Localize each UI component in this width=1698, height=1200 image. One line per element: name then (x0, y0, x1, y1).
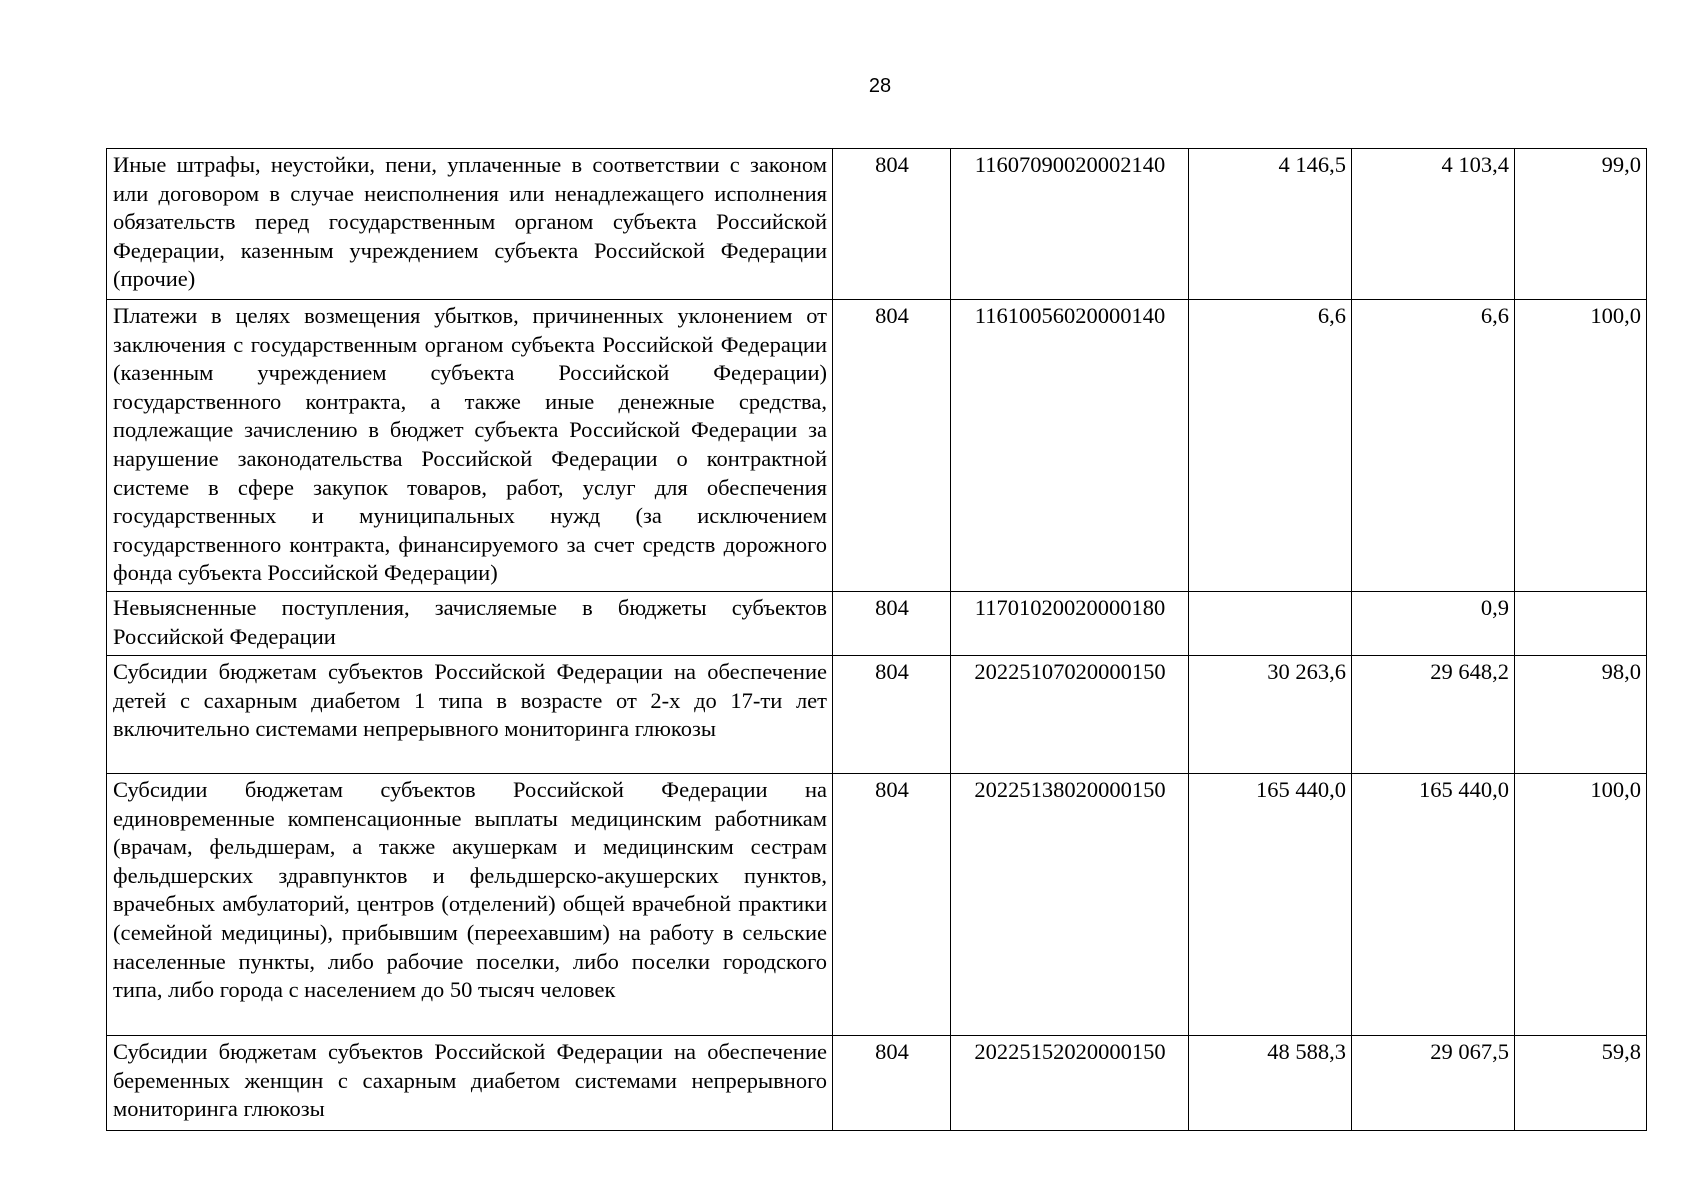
plan-amount-cell: 165 440,0 (1189, 774, 1352, 1036)
table-row (107, 592, 1647, 656)
budget-code-cell: 20225138020000150 (951, 774, 1189, 1036)
revenue-table (106, 148, 1647, 1131)
admin-code-cell: 804 (833, 592, 951, 656)
fact-amount-cell: 165 440,0 (1352, 774, 1515, 1036)
revenue-name-cell: Субсидии бюджетам субъектов Российской Федерации на обеспечение детей с сахарным диабетом 1 типа в возрасте от 2-х до 17-ти лет включительно системами непрерывного мониторинга глюкозы (107, 656, 833, 774)
admin-code-cell: 804 (833, 656, 951, 774)
revenue-name-cell: Платежи в целях возмещения убытков, причиненных уклонением от заключения с государственным органом субъекта Российской Федерации (казенным учреждением субъекта Российской Федерации) государственного контракта, а также иные денежные средства, подлежащие зачислению в бюджет субъекта Российской Федерации за нарушение законодательства Российской Федерации о контрактной системе в сфере закупок товаров, работ, услуг для обеспечения государственных и муниципальных нужд (за исключением государственного контракта, финансируемого за счет средств дорожного фонда субъекта Российской Федерации) (107, 300, 833, 592)
percent-cell: 100,0 (1515, 774, 1647, 1036)
admin-code-cell: 804 (833, 149, 951, 300)
fact-amount-cell: 29 648,2 (1352, 656, 1515, 774)
table-row (107, 656, 1647, 774)
revenue-name-cell: Субсидии бюджетам субъектов Российской Федерации на единовременные компенсационные выплаты медицинским работникам (врачам, фельдшерам, а также акушеркам и медицинским сестрам фельдшерских здравпунктов и фельдшерско-акушерских пунктов, врачебных амбулаторий, центров (отделений) общей врачебной практики (семейной медицины), прибывшим (переехавшим) на работу в сельские населенные пункты, либо рабочие поселки, либо поселки городского типа, либо города с населением до 50 тысяч человек (107, 774, 833, 1036)
plan-amount-cell (1189, 592, 1352, 656)
plan-amount-cell: 4 146,5 (1189, 149, 1352, 300)
percent-cell: 59,8 (1515, 1036, 1647, 1131)
revenue-name-cell: Иные штрафы, неустойки, пени, уплаченные в соответствии с законом или договором в случае неисполнения или ненадлежащего исполнения обязательств перед государственным органом субъекта Российской Федерации, казенным учреждением субъекта Российской Федерации (прочие) (107, 149, 833, 300)
table-row (107, 774, 1647, 1036)
percent-cell: 98,0 (1515, 656, 1647, 774)
revenue-name-cell: Невыясненные поступления, зачисляемые в бюджеты субъектов Российской Федерации (107, 592, 833, 656)
revenue-name-cell: Субсидии бюджетам субъектов Российской Федерации на обеспечение беременных женщин с сахарным диабетом системами непрерывного мониторинга глюкозы (107, 1036, 833, 1131)
budget-code-cell: 11610056020000140 (951, 300, 1189, 592)
admin-code-cell: 804 (833, 774, 951, 1036)
percent-cell: 100,0 (1515, 300, 1647, 592)
fact-amount-cell: 0,9 (1352, 592, 1515, 656)
plan-amount-cell: 6,6 (1189, 300, 1352, 592)
budget-code-cell: 20225107020000150 (951, 656, 1189, 774)
percent-cell: 99,0 (1515, 149, 1647, 300)
fact-amount-cell: 29 067,5 (1352, 1036, 1515, 1131)
fact-amount-cell: 6,6 (1352, 300, 1515, 592)
table-row (107, 149, 1647, 300)
budget-code-cell: 11607090020002140 (951, 149, 1189, 300)
table-row (107, 1036, 1647, 1131)
budget-code-cell: 11701020020000180 (951, 592, 1189, 656)
plan-amount-cell: 48 588,3 (1189, 1036, 1352, 1131)
admin-code-cell: 804 (833, 1036, 951, 1131)
budget-code-cell: 20225152020000150 (951, 1036, 1189, 1131)
admin-code-cell: 804 (833, 300, 951, 592)
page-number: 28 (868, 75, 892, 97)
percent-cell (1515, 592, 1647, 656)
fact-amount-cell: 4 103,4 (1352, 149, 1515, 300)
table-row (107, 300, 1647, 592)
plan-amount-cell: 30 263,6 (1189, 656, 1352, 774)
